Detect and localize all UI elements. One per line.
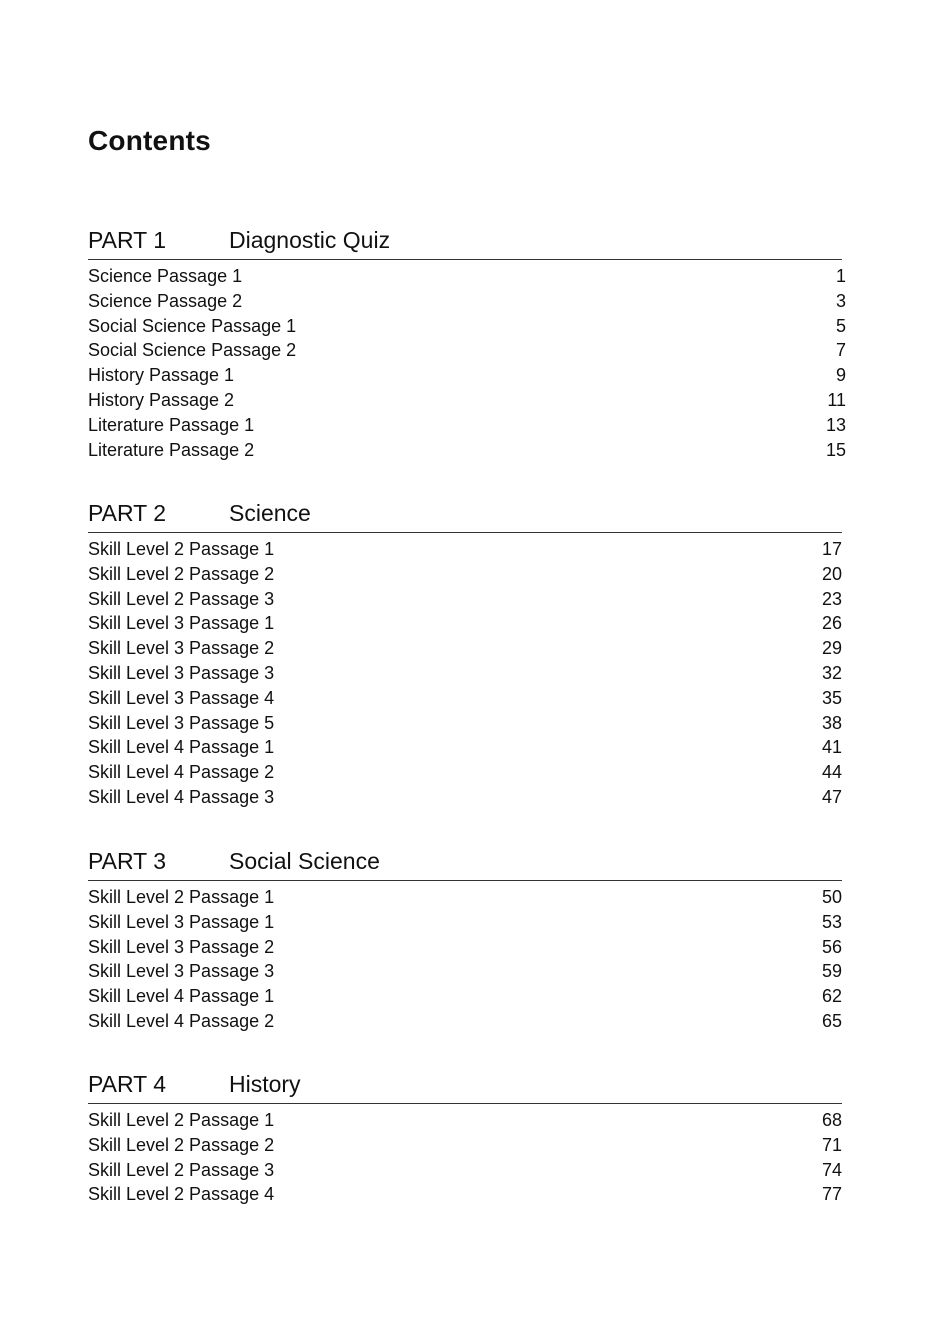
entry-page-number: 56 <box>821 936 842 957</box>
entry-title: Skill Level 4 Passage 2 <box>88 1010 275 1031</box>
entry-page-number: 7 <box>835 340 846 361</box>
part-divider <box>88 259 842 260</box>
entry-page-number: 47 <box>821 786 842 807</box>
entry-page-number: 17 <box>821 539 842 559</box>
toc-entry <box>88 636 842 661</box>
part-section <box>88 226 846 462</box>
part-header <box>88 1070 842 1098</box>
toc-entry <box>88 885 842 910</box>
entry-title: Skill Level 3 Passage 1 <box>88 613 275 634</box>
part-section <box>88 499 842 810</box>
entry-title: Skill Level 4 Passage 2 <box>88 762 275 783</box>
part-label: PART 1 <box>88 227 166 253</box>
entry-list <box>88 885 842 1034</box>
entry-page-number: 26 <box>821 613 842 634</box>
entry-title: Skill Level 2 Passage 1 <box>88 887 275 907</box>
toc-entry <box>88 314 846 339</box>
entry-title: Skill Level 3 Passage 3 <box>88 961 275 982</box>
entry-page-number: 35 <box>821 687 842 708</box>
toc-entry <box>88 587 842 612</box>
entry-title: Skill Level 2 Passage 2 <box>88 563 275 584</box>
part-divider <box>88 532 842 533</box>
entry-page-number: 71 <box>821 1134 842 1155</box>
entry-page-number: 5 <box>835 315 846 336</box>
entry-title: Skill Level 3 Passage 3 <box>88 662 275 683</box>
part-section <box>88 1070 842 1207</box>
toc-entry <box>88 984 842 1009</box>
entry-page-number: 13 <box>825 414 846 435</box>
part-name: Science <box>229 500 311 526</box>
entry-list <box>88 264 846 462</box>
entry-list <box>88 537 842 810</box>
part-name: History <box>229 1071 301 1097</box>
part-divider <box>88 1103 842 1104</box>
entry-title: Skill Level 2 Passage 3 <box>88 588 275 609</box>
entry-page-number: 38 <box>821 712 842 733</box>
page-title: Contents <box>88 125 211 156</box>
entry-title: Skill Level 3 Passage 2 <box>88 936 275 957</box>
entry-title: Literature Passage 2 <box>88 439 255 460</box>
part-header <box>88 499 842 527</box>
entry-page-number: 53 <box>821 911 842 932</box>
entry-page-number: 9 <box>835 365 846 386</box>
toc-entry <box>88 1009 842 1034</box>
toc-entry <box>88 438 846 463</box>
entry-page-number: 3 <box>835 290 846 311</box>
entry-title: Skill Level 2 Passage 1 <box>88 539 275 559</box>
toc-entry <box>88 388 846 413</box>
toc-entry <box>88 661 842 686</box>
toc-entry <box>88 363 846 388</box>
toc-entry <box>88 935 842 960</box>
toc-entry <box>88 1133 842 1158</box>
entry-title: Social Science Passage 2 <box>88 340 297 361</box>
part-section <box>88 847 842 1034</box>
entry-title: Skill Level 4 Passage 1 <box>88 737 275 758</box>
toc-entry <box>88 289 846 314</box>
toc-entry <box>88 264 846 289</box>
part-label: PART 4 <box>88 1071 166 1097</box>
toc-entry <box>88 413 846 438</box>
toc-entry <box>88 760 842 785</box>
part-name: Social Science <box>229 848 380 874</box>
entry-page-number: 74 <box>821 1159 842 1180</box>
toc-entry <box>88 1158 842 1183</box>
entry-title: Literature Passage 1 <box>88 414 255 435</box>
toc-entry <box>88 686 842 711</box>
entry-title: Skill Level 4 Passage 3 <box>88 786 275 807</box>
entry-title: Skill Level 2 Passage 4 <box>88 1184 275 1205</box>
entry-title: History Passage 1 <box>88 365 235 386</box>
toc-entry <box>88 562 842 587</box>
entry-title: Science Passage 1 <box>88 266 243 286</box>
toc-entry <box>88 537 842 562</box>
entry-list <box>88 1108 842 1207</box>
entry-page-number: 15 <box>825 439 846 460</box>
entry-page-number: 50 <box>821 887 842 907</box>
entry-page-number: 44 <box>821 762 842 783</box>
entry-page-number: 62 <box>821 986 842 1007</box>
entry-title: History Passage 2 <box>88 389 235 410</box>
part-name: Diagnostic Quiz <box>229 227 391 253</box>
entry-title: Skill Level 3 Passage 2 <box>88 638 275 659</box>
part-label: PART 3 <box>88 848 166 874</box>
toc-entry <box>88 910 842 935</box>
entry-page-number: 11 <box>827 389 846 410</box>
entry-title: Skill Level 3 Passage 5 <box>88 712 275 733</box>
entry-page-number: 29 <box>821 638 842 659</box>
entry-page-number: 20 <box>821 563 842 584</box>
part-divider <box>88 880 842 881</box>
entry-page-number: 1 <box>835 266 846 286</box>
entry-page-number: 77 <box>821 1184 842 1205</box>
toc-entry <box>88 1182 842 1207</box>
part-header <box>88 847 842 875</box>
entry-title: Skill Level 3 Passage 1 <box>88 911 275 932</box>
toc-entry <box>88 338 846 363</box>
toc-entry <box>88 711 842 736</box>
entry-page-number: 41 <box>821 737 842 758</box>
entry-title: Skill Level 4 Passage 1 <box>88 986 275 1007</box>
entry-page-number: 59 <box>821 961 842 982</box>
entry-page-number: 68 <box>821 1110 842 1130</box>
entry-title: Social Science Passage 1 <box>88 315 297 336</box>
entry-page-number: 65 <box>821 1010 842 1031</box>
part-header <box>88 226 842 254</box>
entry-title: Skill Level 2 Passage 2 <box>88 1134 275 1155</box>
entry-title: Skill Level 2 Passage 1 <box>88 1110 275 1130</box>
entry-page-number: 23 <box>821 588 842 609</box>
entry-title: Science Passage 2 <box>88 290 243 311</box>
toc-entry <box>88 611 842 636</box>
toc-entry <box>88 735 842 760</box>
entry-title: Skill Level 3 Passage 4 <box>88 687 275 708</box>
toc-entry <box>88 1108 842 1133</box>
toc-entry <box>88 959 842 984</box>
entry-page-number: 32 <box>821 662 842 683</box>
entry-title: Skill Level 2 Passage 3 <box>88 1159 275 1180</box>
toc-entry <box>88 785 842 810</box>
part-label: PART 2 <box>88 500 166 526</box>
